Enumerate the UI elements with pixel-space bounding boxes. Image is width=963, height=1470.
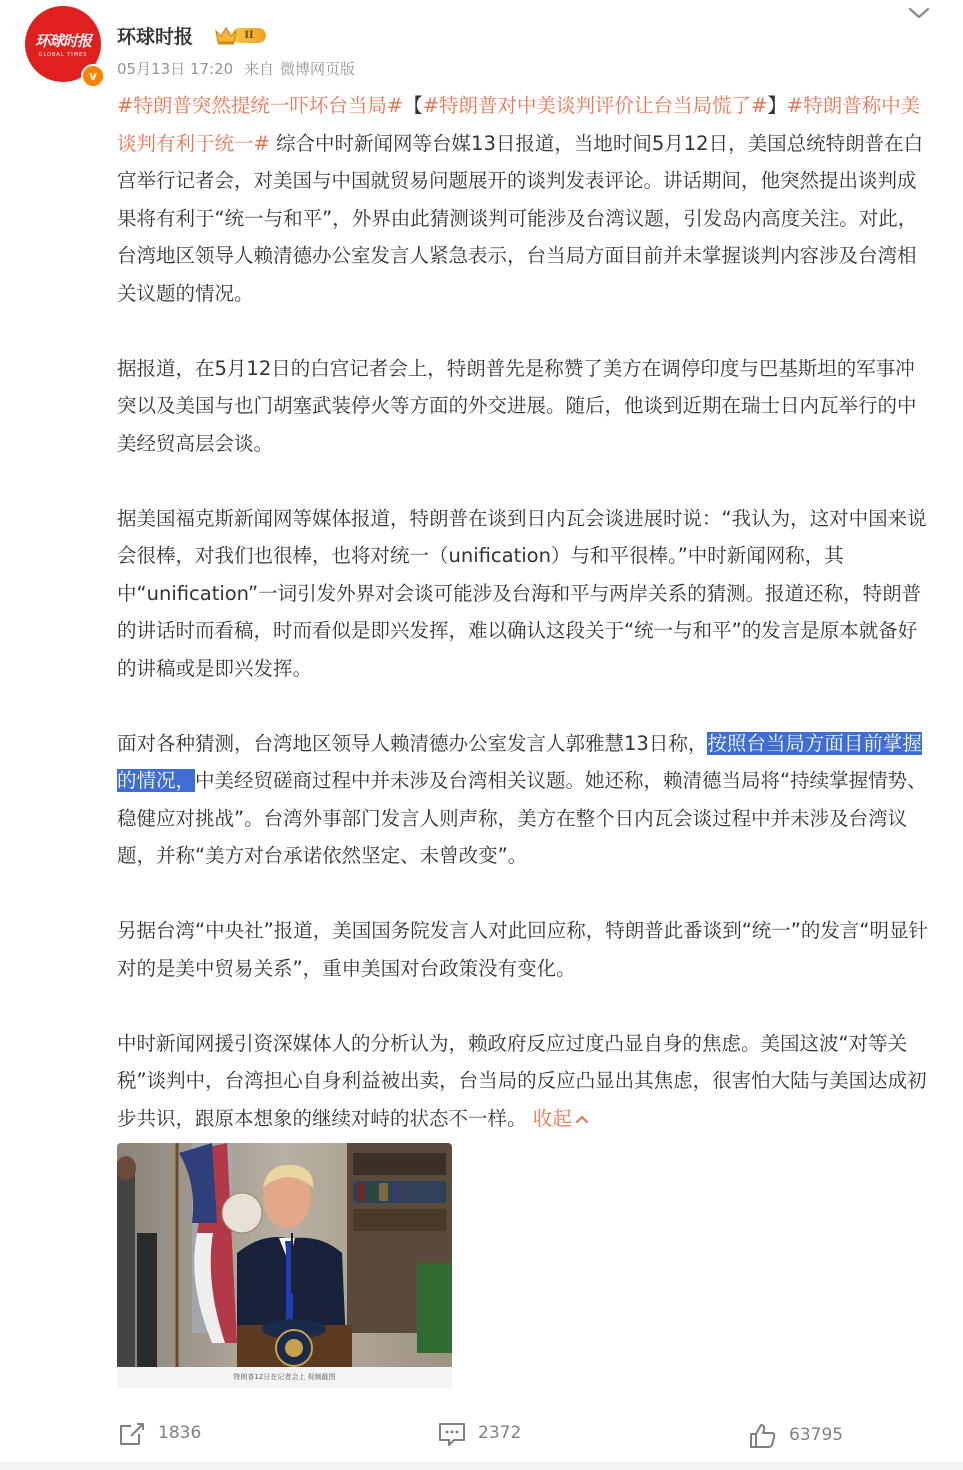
paragraph-text: 中时新闻网援引资深媒体人的分析认为，赖政府反应过度凸显自身的焦虑。美国这波“对等关税”谈判中，台湾担心自身利益被出卖，台当局的反应凸显出其焦虑，很害怕大陆与美国达成初步共识，跟原本想象的继续对峙的状态不一样。 xyxy=(117,1031,927,1130)
press-conference-photo xyxy=(117,1143,452,1367)
hashtag-link[interactable]: #特朗普称中美谈判有利于统一# xyxy=(117,94,921,155)
hashtag-link[interactable]: #特朗普对中美谈判评价让台当局慌了# xyxy=(422,94,768,117)
paragraph-text: 面对各种猜测，台湾地区领导人赖清德办公室发言人郭雅慧13日称， xyxy=(117,731,708,755)
repost-button[interactable] xyxy=(117,1420,227,1448)
paragraph-2: 据报道，在5月12日的白宫记者会上，特朗普先是称赞了美方在调停印度与巴基斯坦的军事冲突以及美国与也门胡塞武装停火等方面的外交进展。随后，他谈到近期在瑞士日内瓦举行的中美经贸高层会谈。 xyxy=(117,356,917,455)
verified-badge: v xyxy=(81,64,105,88)
comment-button[interactable] xyxy=(437,1420,547,1448)
bracket-close: 】 xyxy=(767,94,787,117)
paragraph-text: 综合中时新闻网等台媒13日报道，当地时间5月12日，美国总统特朗普在白宫举行记者会，对美国与中国就贸易问题展开的谈判发表评论。讲话期间，他突然提出谈判成果将有利于“统一与和平”，外界由此猜测谈判可能涉及台湾议题，引发岛内高度关注。对此，台湾地区领导人赖清德办公室发言人紧急表示，台当局方面目前并未掌握谈判内容涉及台湾相关议题的情况。 xyxy=(117,131,924,305)
repost-count: 1836 xyxy=(158,1423,202,1443)
post-time[interactable]: 05月13日 17:20 xyxy=(117,60,234,78)
paragraph-1 xyxy=(117,87,929,312)
comment-icon xyxy=(437,1420,467,1448)
share-icon xyxy=(117,1420,147,1448)
chevron-up-icon xyxy=(574,1113,590,1125)
level-badge[interactable] xyxy=(214,25,269,45)
paragraph-3: 据美国福克斯新闻网等媒体报道，特朗普在谈到日内瓦会谈进展时说：“我认为，这对中国来说会很棒，对我们也很棒，也将对统一（unification）与和平很棒。”中时新闻网称，其中“unification”一词引发外界对会谈可能涉及台海和平与两岸关系的猜测。报道还称，特朗普的讲话时而看稿，时而看似是即兴发挥，难以确认这段关于“统一与和平”的发言是原本就备好的讲稿或是即兴发挥。 xyxy=(117,506,927,680)
collapse-label: 收起 xyxy=(532,1106,572,1130)
divider xyxy=(0,1462,963,1470)
post-image[interactable] xyxy=(117,1143,452,1388)
post-meta xyxy=(117,58,361,79)
author-name[interactable]: 环球时报 xyxy=(117,26,194,48)
like-count: 63795 xyxy=(789,1425,844,1445)
thumbs-up-icon xyxy=(748,1422,778,1450)
like-button[interactable] xyxy=(748,1422,868,1450)
paragraph-4 xyxy=(117,725,929,875)
avatar-logo-subtext: GLOBAL TIMES xyxy=(38,52,88,58)
avatar-logo-text: 环球时报 xyxy=(34,32,91,50)
level-badge-label: II xyxy=(232,28,266,43)
crown-icon xyxy=(214,25,238,45)
paragraph-5: 另据台湾“中央社”报道，美国国务院发言人对此回应称，特朗普此番谈到“统一”的发言“明显针对的是美中贸易关系”，重申美国对台政策没有变化。 xyxy=(117,919,929,980)
comment-count: 2372 xyxy=(478,1423,522,1443)
image-caption: 特朗普12日在记者会上 视频截图 xyxy=(117,1367,452,1388)
collapse-button[interactable] xyxy=(533,1107,590,1130)
hashtag-link[interactable]: #特朗普突然提统一吓坏台当局# xyxy=(117,94,404,117)
paragraph-6 xyxy=(117,1025,929,1138)
avatar[interactable] xyxy=(25,6,101,82)
chevron-down-icon[interactable] xyxy=(907,4,931,22)
text-selection: 按照台当局方面目前掌握的情况， xyxy=(117,731,922,792)
post-source: 微博网页版 xyxy=(279,60,355,78)
paragraph-text: 中美经贸磋商过程中并未涉及台湾相关议题。她还称，赖清德当局将“持续掌握情势、稳健应对挑战”。台湾外事部门发言人则声称，美方在整个日内瓦会谈过程中并未涉及台湾议题，并称“美方对台承诺依然坚定、未曾改变”。 xyxy=(117,769,927,867)
post-actions xyxy=(0,1410,963,1460)
post-content xyxy=(117,87,929,1137)
source-prefix: 来自 xyxy=(243,60,274,78)
bracket-open: 【 xyxy=(403,94,423,117)
